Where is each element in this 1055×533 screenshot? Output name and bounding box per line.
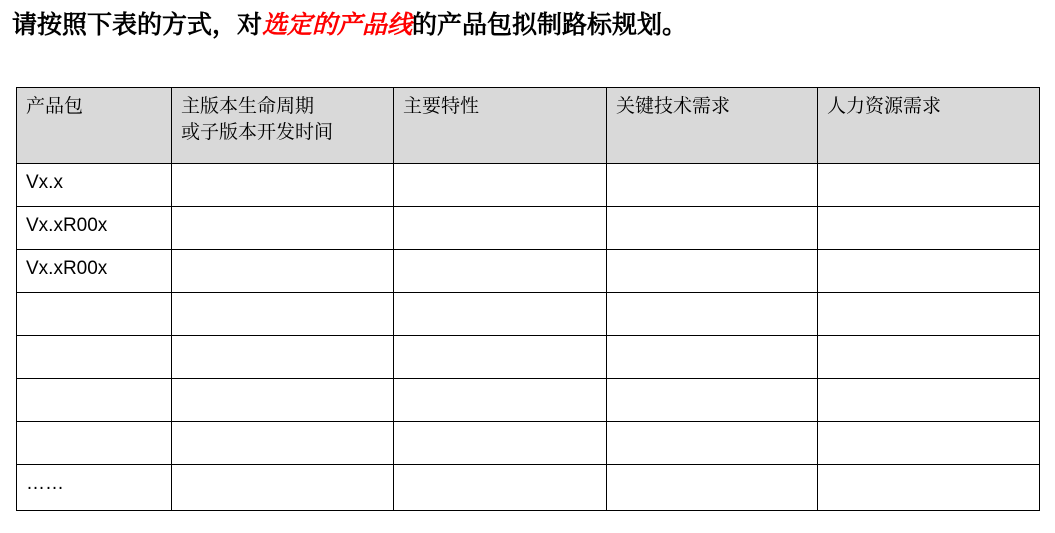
cell-key-features[interactable]: [394, 422, 607, 465]
column-header-key-technology-needs: [607, 88, 818, 164]
cell-key-technology-needs[interactable]: [607, 379, 818, 422]
cell-product-package[interactable]: [17, 293, 172, 336]
table-header-row: [17, 88, 1040, 164]
column-header-version-lifecycle: [172, 88, 394, 164]
cell-key-features[interactable]: [394, 293, 607, 336]
cell-key-technology-needs[interactable]: [607, 336, 818, 379]
title-prefix: 请按照下表的方式，对: [12, 11, 263, 39]
column-header-human-resource-needs: [818, 88, 1040, 164]
cell-human-resource-needs[interactable]: [818, 250, 1040, 293]
cell-key-technology-needs[interactable]: [607, 422, 818, 465]
cell-human-resource-needs[interactable]: [818, 164, 1040, 207]
table-row: [17, 250, 1040, 293]
title-suffix: 的产品包拟制路标规划。: [412, 11, 688, 39]
cell-version-lifecycle[interactable]: [172, 207, 394, 250]
cell-key-technology-needs[interactable]: [607, 250, 818, 293]
column-header-line1: 主要特性: [403, 96, 480, 117]
column-header-line2: 或子版本开发时间: [181, 122, 334, 143]
cell-human-resource-needs[interactable]: [818, 293, 1040, 336]
cell-product-package[interactable]: Vx.xR00x: [17, 207, 172, 250]
cell-human-resource-needs[interactable]: [818, 379, 1040, 422]
table-row: [17, 379, 1040, 422]
page-title: [12, 8, 687, 42]
cell-key-features[interactable]: [394, 250, 607, 293]
table-row: [17, 465, 1040, 511]
column-header-line1: 人力资源需求: [827, 96, 942, 117]
cell-version-lifecycle[interactable]: [172, 336, 394, 379]
table-header: [17, 88, 1040, 164]
cell-product-package[interactable]: Vx.x: [17, 164, 172, 207]
cell-human-resource-needs[interactable]: [818, 207, 1040, 250]
roadmap-table: [16, 87, 1040, 511]
cell-key-technology-needs[interactable]: [607, 465, 818, 511]
column-header-line1: 主版本生命周期: [181, 96, 315, 117]
cell-key-technology-needs[interactable]: [607, 207, 818, 250]
column-header-product-package: [17, 88, 172, 164]
table-row: [17, 422, 1040, 465]
column-header-line1: 关键技术需求: [616, 96, 731, 117]
cell-key-technology-needs[interactable]: [607, 164, 818, 207]
cell-product-package[interactable]: [17, 379, 172, 422]
cell-key-features[interactable]: [394, 164, 607, 207]
table-row: [17, 336, 1040, 379]
table-row: [17, 164, 1040, 207]
cell-version-lifecycle[interactable]: [172, 379, 394, 422]
table-row: [17, 207, 1040, 250]
cell-product-package[interactable]: Vx.xR00x: [17, 250, 172, 293]
title-emphasis: 选定的产品线: [262, 11, 413, 39]
cell-key-features[interactable]: [394, 207, 607, 250]
cell-version-lifecycle[interactable]: [172, 293, 394, 336]
cell-key-features[interactable]: [394, 336, 607, 379]
cell-human-resource-needs[interactable]: [818, 336, 1040, 379]
cell-version-lifecycle[interactable]: [172, 250, 394, 293]
table-body: [17, 164, 1040, 511]
cell-product-package[interactable]: ……: [17, 465, 172, 511]
cell-key-features[interactable]: [394, 379, 607, 422]
cell-human-resource-needs[interactable]: [818, 422, 1040, 465]
cell-human-resource-needs[interactable]: [818, 465, 1040, 511]
cell-product-package[interactable]: [17, 336, 172, 379]
cell-key-technology-needs[interactable]: [607, 293, 818, 336]
cell-key-features[interactable]: [394, 465, 607, 511]
cell-version-lifecycle[interactable]: [172, 422, 394, 465]
cell-product-package[interactable]: [17, 422, 172, 465]
cell-version-lifecycle[interactable]: [172, 465, 394, 511]
table-row: [17, 293, 1040, 336]
column-header-key-features: [394, 88, 607, 164]
column-header-line1: 产品包: [26, 96, 84, 117]
cell-version-lifecycle[interactable]: [172, 164, 394, 207]
